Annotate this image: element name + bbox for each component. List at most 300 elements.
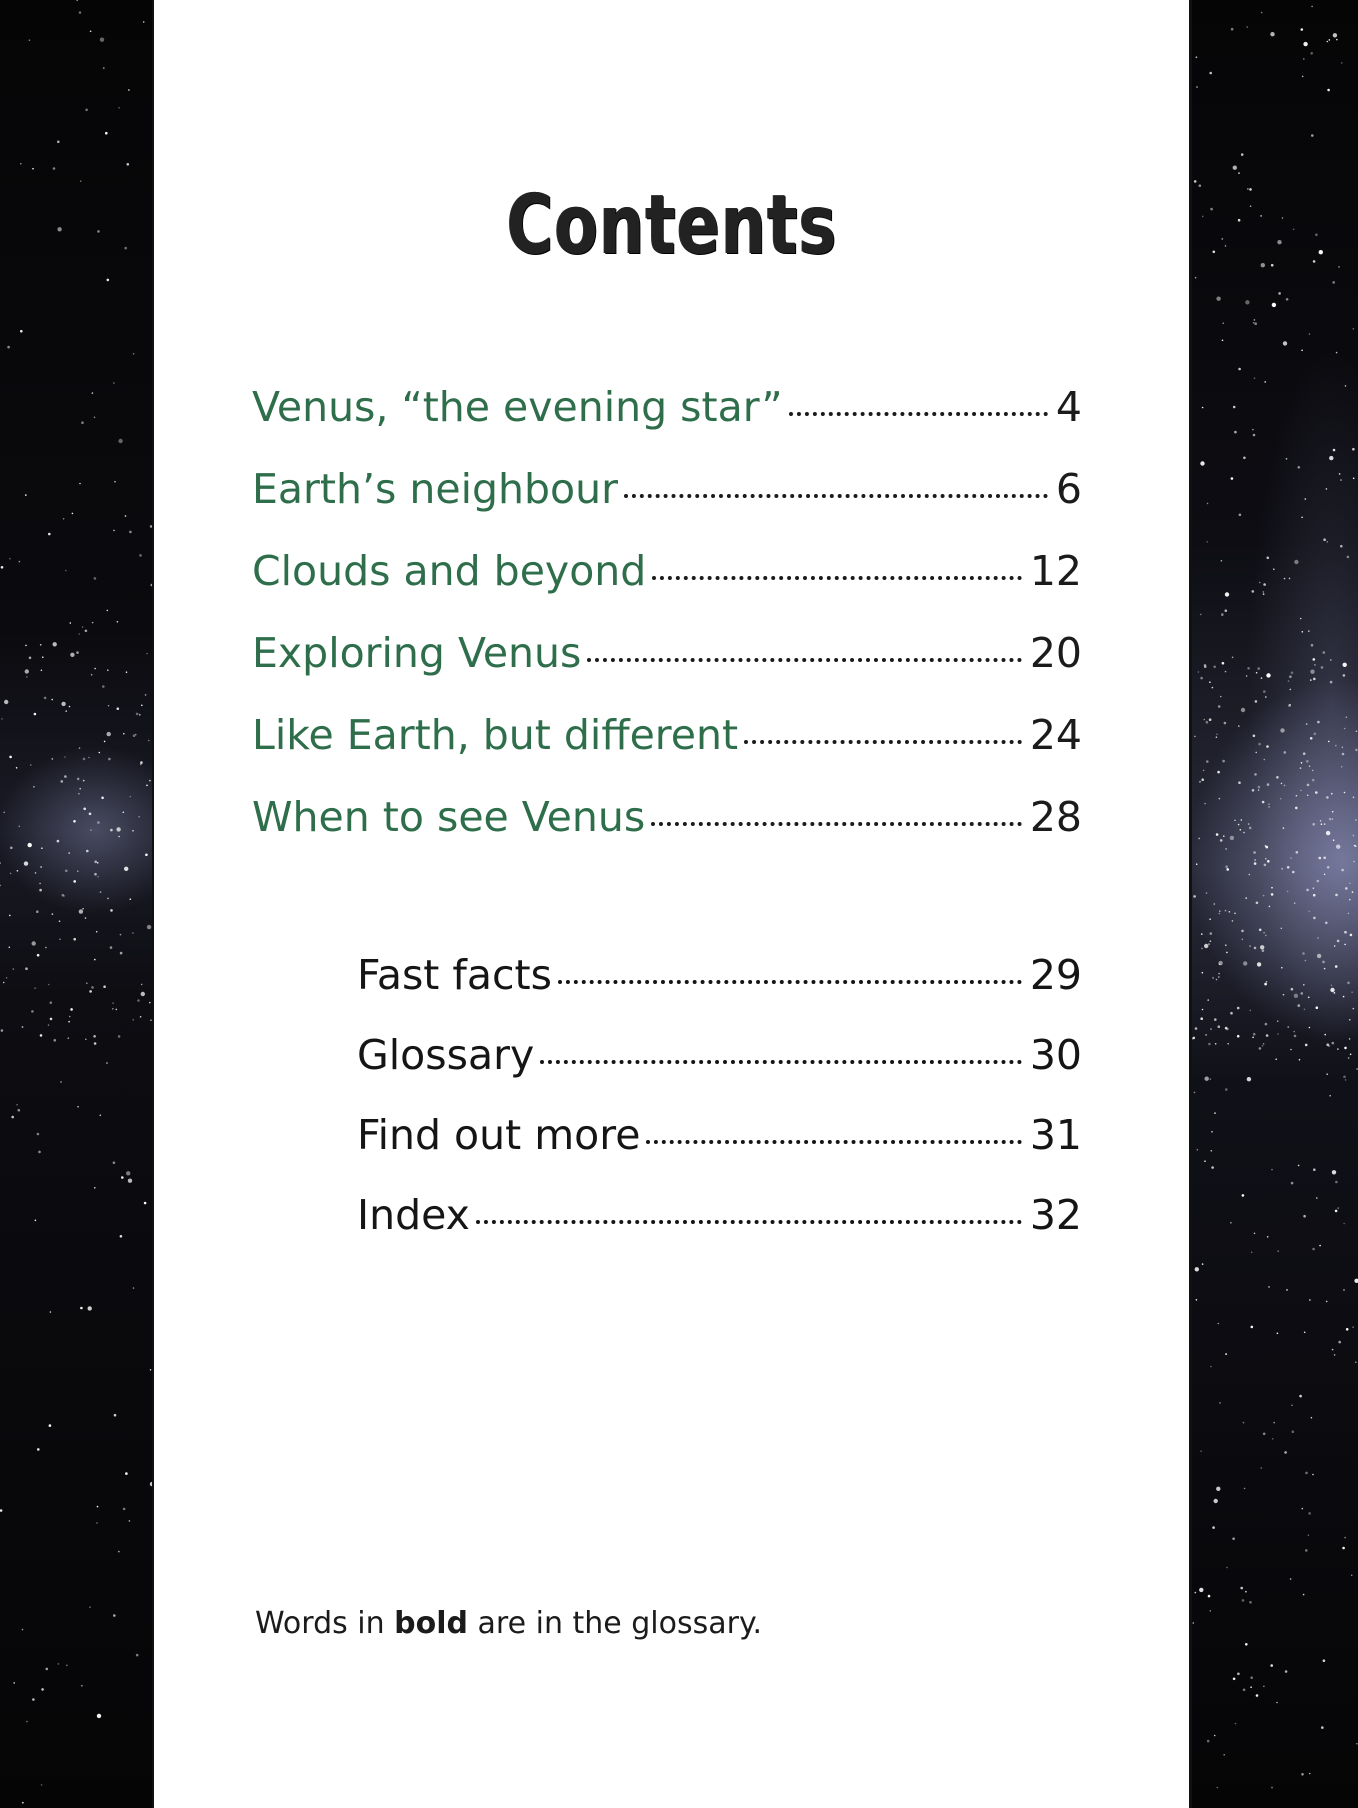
star (1250, 1686, 1252, 1688)
star (1241, 708, 1245, 712)
star (1, 718, 3, 720)
star (1238, 368, 1241, 371)
star (146, 653, 148, 655)
star (1259, 582, 1261, 584)
star (1315, 791, 1318, 794)
star (112, 1008, 114, 1010)
star (1302, 76, 1304, 78)
star (1223, 835, 1225, 837)
star (1253, 1033, 1256, 1036)
star (1205, 1077, 1209, 1081)
star (1251, 1326, 1254, 1329)
star (94, 1042, 97, 1045)
star (126, 1171, 130, 1175)
star (78, 793, 80, 795)
star (1209, 681, 1211, 683)
toc-back-entry[interactable] (357, 1191, 1082, 1239)
star (113, 1614, 116, 1617)
star (1310, 670, 1314, 674)
star (1321, 823, 1323, 825)
star (1283, 994, 1285, 996)
star (1245, 1643, 1248, 1646)
star (76, 0, 78, 1)
star (50, 1018, 53, 1021)
star (0, 862, 1, 864)
star (1213, 666, 1216, 669)
star (1218, 705, 1221, 708)
star (1278, 292, 1281, 295)
toc-entry-page: 32 (1029, 1191, 1082, 1239)
star (1216, 736, 1218, 738)
star (124, 867, 128, 871)
toc-entry-page: 31 (1029, 1111, 1082, 1159)
star (1258, 789, 1260, 791)
star (120, 1235, 123, 1238)
star (69, 706, 71, 708)
star (54, 1039, 57, 1042)
star (17, 870, 19, 872)
starfield-right (1192, 0, 1358, 1808)
star (1293, 1031, 1295, 1033)
star (1290, 1578, 1292, 1580)
star (1253, 322, 1255, 324)
star (1202, 972, 1204, 974)
star (100, 891, 102, 893)
star (53, 642, 57, 646)
toc-entry[interactable] (252, 465, 1082, 513)
star (1304, 1009, 1306, 1011)
star (1281, 868, 1283, 870)
star (1231, 28, 1234, 31)
star (118, 1551, 120, 1553)
star (1194, 736, 1196, 738)
star (1223, 322, 1225, 324)
star (1212, 977, 1214, 979)
star (1306, 723, 1308, 725)
star (1198, 838, 1200, 840)
contents-panel (152, 0, 1192, 1808)
star (1294, 994, 1298, 998)
star (1216, 979, 1218, 981)
star (1283, 827, 1285, 829)
star (68, 852, 70, 854)
star (41, 1688, 44, 1691)
star (73, 820, 76, 823)
star (1241, 930, 1244, 933)
star (130, 796, 132, 798)
star (140, 1016, 142, 1018)
star (61, 702, 65, 706)
star (1342, 1547, 1345, 1550)
star (1347, 556, 1350, 559)
star (1216, 833, 1219, 836)
star (1343, 1223, 1345, 1225)
star (1302, 1508, 1304, 1510)
star (1319, 250, 1323, 254)
star (1211, 1131, 1213, 1133)
star (25, 645, 27, 647)
star (1226, 1028, 1229, 1031)
star (1241, 153, 1244, 156)
star (1266, 1034, 1269, 1037)
toc-entry[interactable] (252, 383, 1082, 431)
star (88, 1306, 92, 1310)
star (32, 941, 36, 945)
star (73, 938, 76, 941)
star (65, 710, 67, 712)
star (136, 1654, 139, 1657)
star (79, 788, 81, 790)
star (32, 1698, 35, 1701)
star (1330, 659, 1332, 661)
star (97, 1506, 99, 1508)
star (1326, 1301, 1328, 1303)
star (113, 530, 115, 532)
star (108, 705, 110, 707)
star (1255, 752, 1257, 754)
star (1271, 264, 1274, 267)
star (16, 767, 18, 769)
star (1196, 86, 1198, 88)
glossary-note-bold-word: bold (394, 1606, 469, 1641)
star (1248, 823, 1250, 825)
star (1299, 1059, 1301, 1061)
star (1226, 868, 1229, 871)
star (1200, 461, 1204, 465)
star (1329, 39, 1331, 41)
star (70, 622, 72, 624)
star (1312, 1474, 1314, 1476)
star (1340, 545, 1343, 548)
star (88, 757, 90, 759)
star (1302, 952, 1305, 955)
star (1254, 322, 1257, 325)
star (1209, 72, 1212, 75)
star (1289, 578, 1291, 580)
star (96, 931, 98, 933)
star (1296, 851, 1299, 854)
star (133, 734, 136, 737)
star (11, 1116, 14, 1119)
star (81, 1685, 83, 1687)
star (1309, 1299, 1311, 1301)
star (83, 780, 85, 782)
star (1284, 1451, 1287, 1454)
star (1267, 557, 1270, 560)
dot-leader (652, 576, 1022, 580)
star (1252, 590, 1255, 593)
toc-entry-page: 12 (1029, 547, 1082, 595)
star (1311, 644, 1314, 647)
star (1309, 1027, 1311, 1029)
star (1218, 961, 1222, 965)
toc-entry[interactable] (252, 793, 1082, 841)
star (1268, 1286, 1270, 1288)
star (44, 697, 47, 700)
star (77, 870, 79, 872)
star (1345, 887, 1348, 890)
star (1280, 798, 1282, 800)
star (91, 674, 93, 676)
star (1329, 1095, 1331, 1097)
star (1214, 1499, 1218, 1503)
star (1343, 674, 1346, 677)
star (19, 826, 21, 828)
star (89, 813, 92, 816)
starfield-left (0, 0, 152, 1808)
star (1218, 1323, 1220, 1325)
star (9, 756, 12, 759)
star (45, 947, 47, 949)
star (28, 843, 32, 847)
star (1345, 385, 1347, 387)
star (1309, 765, 1311, 767)
toc-entry[interactable] (252, 711, 1082, 759)
star (20, 163, 22, 165)
star (1327, 41, 1329, 43)
star (1224, 722, 1227, 725)
star (1337, 1048, 1339, 1050)
star (1326, 796, 1329, 799)
star (1356, 730, 1358, 732)
star (1254, 947, 1257, 950)
star (1214, 1735, 1216, 1737)
star (39, 883, 41, 885)
glossary-note (255, 1606, 762, 1641)
star (94, 861, 97, 864)
star (1201, 778, 1204, 781)
star (128, 89, 130, 91)
star (1281, 783, 1283, 785)
star (1336, 39, 1338, 41)
star (1312, 1248, 1315, 1251)
star (1298, 1165, 1300, 1167)
star (3, 982, 5, 984)
star (1291, 1182, 1294, 1185)
star (1287, 866, 1290, 869)
star (1286, 458, 1288, 460)
star (133, 353, 135, 355)
star (19, 561, 21, 563)
star (128, 1179, 132, 1183)
star (1311, 1417, 1313, 1419)
star (1313, 894, 1316, 897)
star (1343, 663, 1347, 667)
toc-back-entry[interactable] (357, 951, 1082, 999)
star (1254, 859, 1256, 861)
star (40, 866, 42, 868)
star (69, 1016, 71, 1018)
star (1206, 760, 1209, 763)
star (1245, 1591, 1247, 1593)
star (1353, 328, 1355, 330)
star (1316, 1006, 1319, 1009)
star (82, 908, 84, 910)
star (1232, 657, 1234, 659)
star (1335, 745, 1337, 747)
star (1262, 1045, 1264, 1047)
star (79, 11, 82, 14)
star (1202, 1009, 1204, 1011)
star (1255, 700, 1258, 703)
star (97, 876, 99, 878)
star (1355, 819, 1357, 821)
star (1283, 341, 1287, 345)
star (50, 1001, 53, 1004)
star (1355, 1361, 1357, 1363)
dot-leader (476, 1220, 1022, 1224)
star (35, 872, 37, 874)
star (1293, 229, 1295, 231)
star (1342, 753, 1345, 756)
star (1337, 1207, 1339, 1209)
star (1225, 609, 1228, 612)
star (126, 671, 128, 673)
star (1326, 1073, 1328, 1075)
dot-leader (624, 494, 1048, 498)
star (136, 713, 139, 716)
star (1294, 560, 1298, 564)
star (1245, 300, 1249, 304)
star (59, 920, 61, 922)
star (9, 558, 11, 560)
star (1238, 219, 1241, 222)
star (107, 279, 110, 282)
star (1305, 1472, 1308, 1475)
star (61, 780, 64, 783)
star (30, 764, 32, 766)
star (1231, 477, 1234, 480)
star (1281, 967, 1283, 969)
star (1323, 651, 1326, 654)
star (1208, 1595, 1211, 1598)
star (1347, 982, 1350, 985)
star (1251, 1252, 1253, 1254)
star (1320, 820, 1322, 822)
star (120, 934, 122, 936)
star (1230, 1012, 1233, 1015)
star (1301, 992, 1304, 995)
star (1346, 1328, 1349, 1331)
star (83, 808, 86, 811)
star (1287, 1026, 1289, 1028)
star (1207, 1740, 1210, 1743)
star (1323, 538, 1326, 541)
toc-back-entry[interactable] (357, 1111, 1082, 1159)
star (138, 816, 140, 818)
star (1195, 277, 1197, 279)
star (1225, 1353, 1227, 1355)
star (86, 850, 89, 853)
star (1210, 1366, 1212, 1368)
star (1321, 666, 1324, 669)
dot-leader (558, 980, 1022, 984)
star (139, 714, 141, 716)
star (1288, 680, 1290, 682)
star (1206, 892, 1208, 894)
star (25, 494, 27, 496)
star (1267, 1236, 1269, 1238)
star (1242, 1599, 1245, 1602)
star (1250, 1676, 1253, 1679)
star (1263, 1686, 1265, 1688)
star (1300, 618, 1302, 620)
star (13, 968, 15, 970)
star (1334, 945, 1336, 947)
star (107, 898, 109, 900)
star (113, 1161, 116, 1164)
toc-entry-page: 4 (1055, 383, 1082, 431)
star (10, 847, 13, 850)
toc-back-entry[interactable] (357, 1031, 1082, 1079)
star (58, 1663, 60, 1665)
star (92, 392, 94, 394)
star (1277, 1020, 1279, 1022)
star (1243, 832, 1245, 834)
star (146, 785, 148, 787)
toc-entry-label: Find out more (357, 1111, 641, 1159)
toc-entry[interactable] (252, 629, 1082, 677)
star (107, 732, 111, 736)
star (1324, 1034, 1326, 1036)
star (1203, 770, 1205, 772)
star (1338, 1341, 1341, 1344)
star (48, 1024, 50, 1026)
star (1354, 1279, 1358, 1283)
star (1206, 541, 1208, 543)
star (1201, 933, 1203, 935)
star (149, 1002, 151, 1004)
star (1315, 234, 1318, 237)
star (1211, 1166, 1214, 1169)
star (148, 740, 150, 742)
toc-entry[interactable] (252, 547, 1082, 595)
star (68, 1021, 70, 1023)
star (1219, 913, 1221, 915)
star (1252, 429, 1254, 431)
star (77, 778, 80, 781)
star (1220, 696, 1222, 698)
star (1332, 1042, 1335, 1045)
star (57, 141, 60, 144)
left-space-border (0, 0, 152, 1808)
dot-leader (744, 740, 1022, 744)
star (145, 854, 148, 857)
star (1253, 851, 1256, 854)
star (1254, 377, 1256, 379)
star (139, 554, 142, 557)
star (94, 577, 97, 580)
star (20, 330, 23, 333)
star (1249, 1601, 1252, 1604)
star (85, 917, 87, 919)
star (1304, 1332, 1306, 1334)
star (1301, 517, 1303, 519)
star (1204, 803, 1206, 805)
star (1290, 689, 1292, 691)
star (32, 168, 34, 170)
star (1225, 910, 1227, 912)
star (1199, 781, 1201, 783)
star (1262, 949, 1265, 952)
star (1277, 1250, 1279, 1252)
star (1265, 858, 1267, 860)
star (1351, 991, 1353, 993)
star (144, 1202, 147, 1205)
star (1250, 1010, 1252, 1012)
star (1218, 1025, 1221, 1028)
star (137, 999, 140, 1002)
